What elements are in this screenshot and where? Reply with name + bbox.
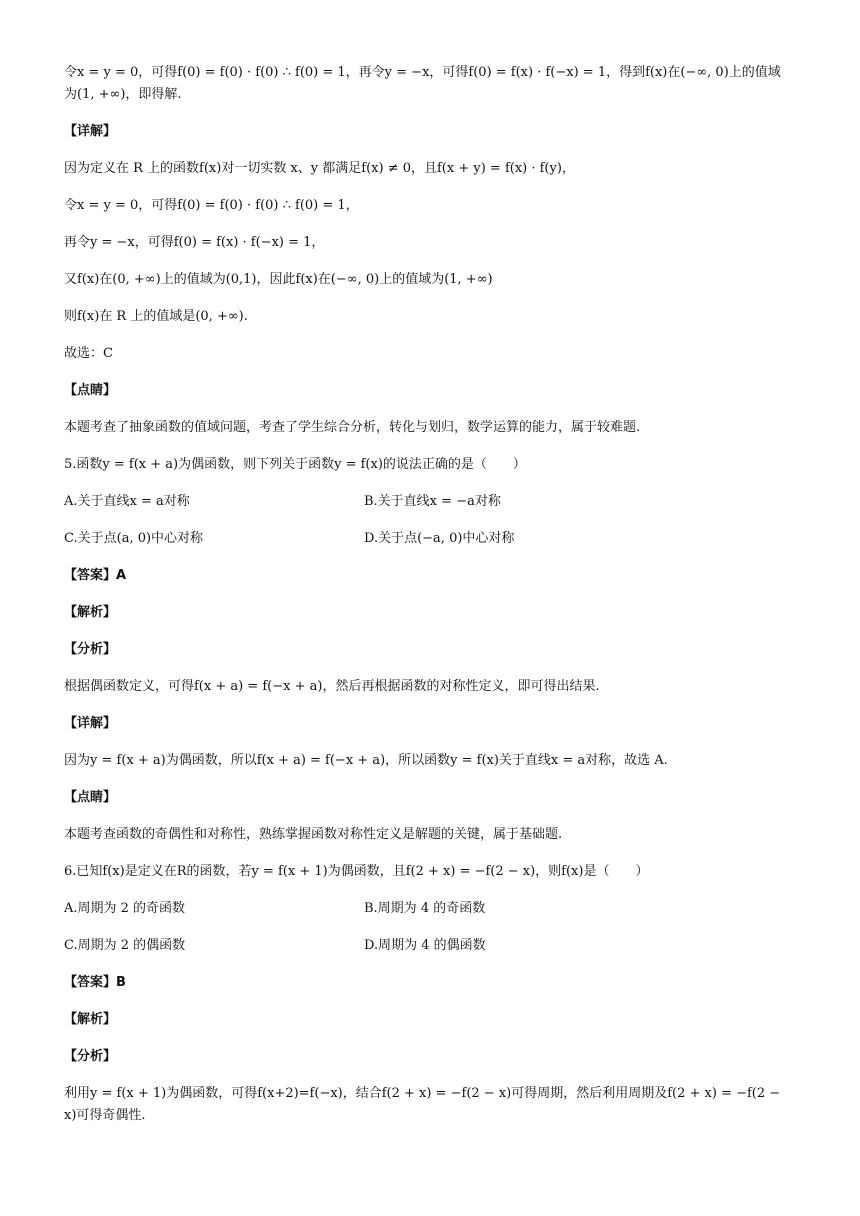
detail-line-4: 又f(x)在(0, +∞)上的值域为(0,1)，因此f(x)在(−∞, 0)上的值域为(1, +∞) (64, 272, 493, 287)
remark-text-q4: 本题考查了抽象函数的值域问题，考查了学生综合分析，转化与划归，数学运算的能力，属于较难题. (64, 420, 641, 435)
option-c: C.周期为 2 的偶函数 (64, 938, 186, 953)
option-a: A.关于直线x = a对称 (64, 494, 190, 509)
detail-line-1: 因为定义在 R 上的函数f(x)对一切实数 x、y 都满足f(x) ≠ 0，且f(x + y) = f(x) · f(y)， (64, 161, 575, 176)
remark-heading-q5: 【点睛】 (64, 790, 117, 805)
question-6-title: 6.已知f(x)是定义在R的函数，若y = f(x + 1)为偶函数，且f(2 + x) = −f(2 − x)，则f(x)是（ ） (64, 864, 649, 879)
option-b: B.关于直线x = −a对称 (364, 494, 501, 509)
detail-text-q5: 因为y = f(x + a)为偶函数，所以f(x + a) = f(−x + a)，所以函数y = f(x)关于直线x = a对称，故选 A. (64, 753, 668, 768)
fenxi-text-q5: 根据偶函数定义，可得f(x + a) = f(−x + a)，然后再根据函数的对称性定义，即可得出结果. (64, 679, 600, 694)
question-5-title: 5.函数y = f(x + a)为偶函数，则下列关于函数y = f(x)的说法正确的是（ ） (64, 457, 526, 472)
remark-heading-q4: 【点睛】 (64, 383, 117, 398)
detail-line-5: 则f(x)在 R 上的值域是(0, +∞). (64, 309, 248, 324)
question-6-options-row-1 (64, 898, 788, 920)
option-b: B.周期为 4 的奇函数 (364, 901, 486, 916)
question-5-options-row-2 (64, 528, 788, 550)
remark-text-q5: 本题考查函数的奇偶性和对称性，熟练掌握函数对称性定义是解题的关键，属于基础题. (64, 827, 563, 842)
choice-line: 故选：C (64, 346, 113, 361)
answer-q5: 【答案】A (64, 568, 127, 583)
analysis-text-q4: 令x = y = 0，可得f(0) = f(0) · f(0) ∴ f(0) = 1，再令y = −x，可得f(0) = f(x) · f(−x) = 1，得到f(x)在(−∞, 0)上的值域为(1, +∞)，即得解. (64, 65, 781, 102)
answer-q6: 【答案】B (64, 975, 126, 990)
detail-line-3: 再令y = −x，可得f(0) = f(x) · f(−x) = 1， (64, 235, 325, 250)
detail-heading-q5: 【详解】 (64, 716, 117, 731)
fenxi-text-q6: 利用y = f(x + 1)为偶函数，可得f(x+2)=f(−x)，结合f(2 + x) = −f(2 − x)可得周期，然后利用周期及f(2 + x) = −f(2 − x)可得奇偶性. (64, 1086, 781, 1123)
detail-heading-q4: 【详解】 (64, 124, 117, 139)
option-c: C.关于点(a, 0)中心对称 (64, 531, 204, 546)
analysis-heading-q6: 【解析】 (64, 1012, 117, 1027)
question-6-options-row-2 (64, 935, 788, 957)
option-a: A.周期为 2 的奇函数 (64, 901, 186, 916)
analysis-heading-q5: 【解析】 (64, 605, 117, 620)
detail-line-2: 令x = y = 0，可得f(0) = f(0) · f(0) ∴ f(0) = 1， (64, 198, 359, 213)
option-d: D.周期为 4 的偶函数 (364, 938, 486, 953)
question-5-options-row-1 (64, 491, 788, 513)
option-d: D.关于点(−a, 0)中心对称 (364, 531, 515, 546)
fenxi-heading-q5: 【分析】 (64, 642, 117, 657)
fenxi-heading-q6: 【分析】 (64, 1049, 117, 1064)
